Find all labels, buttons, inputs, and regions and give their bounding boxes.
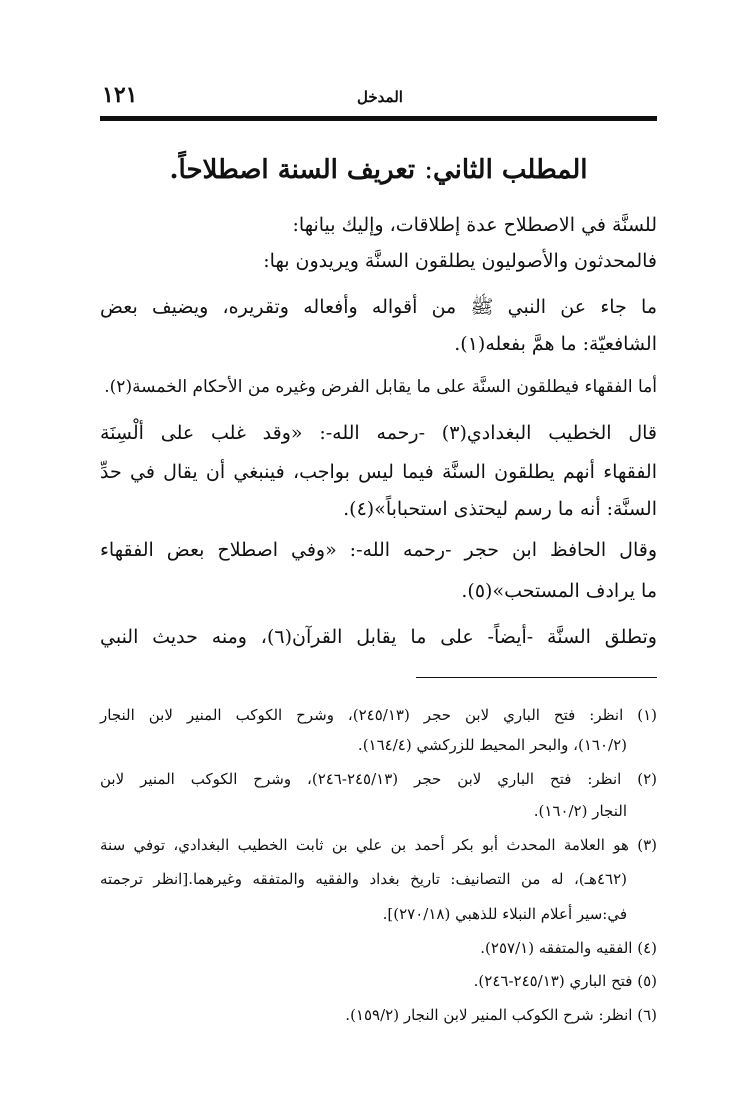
body-line: السنَّة: أنه ما رسم ليحتذى استحباباً»(٤). [343,498,657,520]
footnote-line: في:سير أعلام النبلاء للذهبي (٢٧٠/١٨)]. [382,905,627,923]
body-line: قال الخطيب البغدادي(٣) -رحمه الله-: «وقد غلب على ألْسِنَة [100,422,658,444]
footnote-line: (٥) فتح الباري (٢٤٥/١٣-٢٤٦). [473,972,657,990]
running-header-title: المدخل [357,88,403,106]
body-line: فالمحدثون والأصوليون يطلقون السنَّة ويريدون بها: [263,250,657,272]
body-line: الشافعيّة: ما همَّ بفعله(١). [454,333,657,355]
body-line: ما يرادف المستحب»(٥). [461,580,657,602]
header-rule [100,116,657,121]
section-title-sub: تعريف السنة اصطلاحاً. [169,155,416,185]
body-line: وتطلق السنَّة -أيضاً- على ما يقابل القرآن(٦)، ومنه حديث النبي [100,626,657,648]
footnote-line: النجار (١٦٠/٢). [533,802,627,820]
footnote-line: (١٦٠/٢)، والبحر المحيط للزركشي (١٦٤/٤). [357,736,627,754]
page-number: ١٢١ [102,82,138,108]
footnote-line: (١) انظر: فتح الباري لابن حجر (٢٤٥/١٣)، وشرح الكوكب المنير لابن النجار [100,706,657,724]
footnote-line: (٣) هو العلامة المحدث أبو بكر أحمد بن علي بن ثابت الخطيب البغدادي، توفي سنة [100,836,657,854]
footnote-line: (٤) الفقيه والمتفقه (٢٥٧/١). [480,939,657,957]
footnote-separator [416,677,657,678]
section-title-separator: : [424,155,433,185]
body-line: أما الفقهاء فيطلقون السنَّة على ما يقابل الفرض وغيره من الأحكام الخمسة(٢). [104,377,657,397]
body-line: الفقهاء أنهم يطلقون السنَّة فيما ليس بواجب، فينبغي أن يقال في حدِّ [100,461,657,483]
footnote-line: (٢) انظر: فتح الباري لابن حجر (٢٤٥/١٣-٢٤٦)، وشرح الكوكب المنير لابن [100,770,657,788]
footnote-line: (٦) انظر: شرح الكوكب المنير لابن النجار (١٥٩/٢). [345,1006,657,1024]
body-line: وقال الحافظ ابن حجر -رحمه الله-: «وفي اصطلاح بعض الفقهاء [100,539,657,561]
footnote-line: (٤٦٢هـ)، له من التصانيف: تاريخ بغداد والفقيه والمتفقه وغيرهما.[انظر ترجمته [100,870,627,888]
section-title [100,150,657,190]
section-title-main: المطلب الثاني [433,155,588,185]
body-line: ما جاء عن النبي ﷺ من أقواله وأفعاله وتقريره، ويضيف بعض [100,296,657,318]
body-line: للسنَّة في الاصطلاح عدة إطلاقات، وإليك بيانها: [292,214,657,236]
